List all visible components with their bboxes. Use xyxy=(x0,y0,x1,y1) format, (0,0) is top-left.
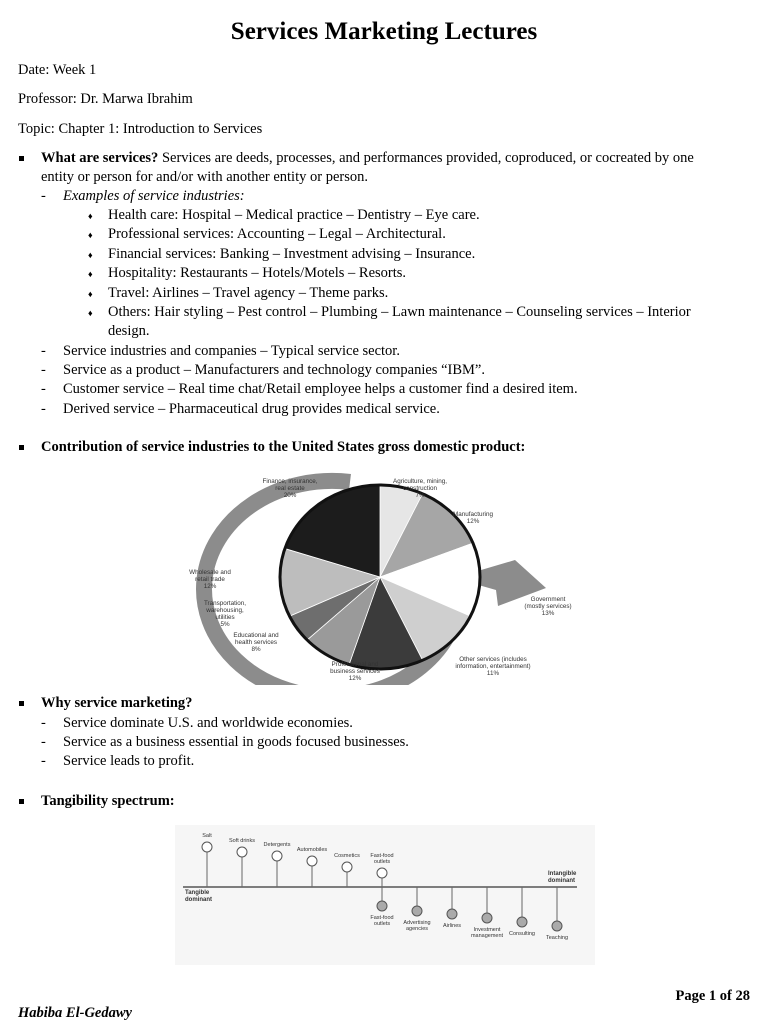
pie-slices xyxy=(280,485,480,669)
list-item: Service as a business essential in goods focused businesses. xyxy=(63,734,409,750)
intangible-end-label: Intangible dominant xyxy=(548,871,577,884)
pie-slice-label: Agriculture, mining, construction 7% xyxy=(393,478,447,499)
spectrum-item-label: Advertising agencies xyxy=(403,920,431,932)
spectrum-item-label: Automobiles xyxy=(296,847,328,853)
diamond-bullet-icon: ♦ xyxy=(88,289,93,299)
examples-label: Examples of service industries: xyxy=(63,188,245,204)
list-item: Professional services: Accounting – Legal – Architectural. xyxy=(108,226,446,242)
list-item: Others: Hair styling – Pest control – Plumbing – Lawn maintenance – Counseling services – Interior xyxy=(108,304,691,320)
dash-bullet-icon: - xyxy=(41,188,46,204)
services-definition xyxy=(41,150,694,167)
list-item: Financial services: Banking – Investment advising – Insurance. xyxy=(108,246,476,262)
square-bullet-icon xyxy=(19,799,24,804)
spectrum-item-label: Teaching xyxy=(545,935,569,941)
definition-text: Services are deeds, processes, and performances provided, coproduced, or cocreated by one xyxy=(158,150,694,166)
list-item: Hospitality: Restaurants – Hotels/Motels – Resorts. xyxy=(108,265,407,281)
spectrum-item-label: Airlines xyxy=(442,923,462,929)
page-number: Page 1 of 28 xyxy=(675,988,750,1004)
diamond-bullet-icon: ♦ xyxy=(88,250,93,260)
section-heading: What are services? xyxy=(41,150,159,166)
intangible-element-icon xyxy=(447,909,457,919)
tangible-element-icon xyxy=(342,862,352,872)
list-item-continued: design. xyxy=(108,323,150,339)
tangible-element-icon xyxy=(237,847,247,857)
section-heading: Contribution of service industries to the United States gross domestic product: xyxy=(41,439,526,455)
list-item: Derived service – Pharmaceutical drug provides medical service. xyxy=(63,401,440,417)
page-title: Services Marketing Lectures xyxy=(230,18,538,45)
square-bullet-icon xyxy=(19,701,24,706)
list-item: Service dominate U.S. and worldwide economies. xyxy=(63,715,353,731)
dash-bullet-icon: - xyxy=(41,753,46,769)
list-item: Service industries and companies – Typical service sector. xyxy=(63,343,400,359)
list-item: Travel: Airlines – Travel agency – Theme parks. xyxy=(108,285,389,301)
author-name: Habiba El-Gedawy xyxy=(18,1005,132,1021)
spectrum-item-label: Consulting xyxy=(509,931,535,937)
square-bullet-icon xyxy=(19,156,24,161)
dash-bullet-icon: - xyxy=(41,734,46,750)
intangible-element-icon xyxy=(377,901,387,911)
intangible-element-icon xyxy=(482,913,492,923)
pie-slice-label: Wholesale and retail trade 12% xyxy=(189,569,231,590)
intangible-element-icon xyxy=(517,917,527,927)
spectrum-item-label: Cosmetics xyxy=(334,853,360,859)
dash-bullet-icon: - xyxy=(41,715,46,731)
pie-slice-label: Finance, insurance, real estate 20% xyxy=(262,478,318,499)
gdp-pie-chart xyxy=(170,470,590,685)
spectrum-item-label: Soft drinks xyxy=(229,838,255,844)
spectrum-item-label: Salt xyxy=(202,833,212,839)
diamond-bullet-icon: ♦ xyxy=(88,211,93,221)
dash-bullet-icon: - xyxy=(41,401,46,417)
pie-slice-label: Government (mostly services) 13% xyxy=(524,596,572,617)
pie-slice-label: Transportation, warehousing, utilities 5% xyxy=(203,600,247,628)
list-item: Customer service – Real time chat/Retail employee helps a customer find a desired item. xyxy=(63,381,578,397)
pie-slice-label: Educational and health services 8% xyxy=(233,632,279,653)
list-item: Service as a product – Manufacturers and technology companies “IBM”. xyxy=(63,362,485,378)
spectrum-item-label: Fast-food outlets xyxy=(370,915,394,927)
section-heading: Tangibility spectrum: xyxy=(41,793,175,809)
topic-line: Topic: Chapter 1: Introduction to Services xyxy=(18,121,263,137)
dash-bullet-icon: - xyxy=(41,343,46,359)
definition-text-continued: entity or person for and/or with another entity or person. xyxy=(41,169,368,185)
dash-bullet-icon: - xyxy=(41,362,46,378)
pie-slice-label: Manufacturing 12% xyxy=(453,511,493,525)
tangible-element-icon xyxy=(307,856,317,866)
tangible-element-icon xyxy=(377,868,387,878)
professor-line: Professor: Dr. Marwa Ibrahim xyxy=(18,91,193,107)
diamond-bullet-icon: ♦ xyxy=(88,230,93,240)
diamond-bullet-icon: ♦ xyxy=(88,269,93,279)
spectrum-item-label: Detergents xyxy=(263,842,291,848)
pie-slice-label: Professional and business services 12% xyxy=(330,661,380,682)
list-item: Health care: Hospital – Medical practice – Dentistry – Eye care. xyxy=(108,207,480,223)
intangible-element-icon xyxy=(552,921,562,931)
tangible-element-icon xyxy=(272,851,282,861)
square-bullet-icon xyxy=(19,445,24,450)
spectrum-item-label: Fast-food outlets xyxy=(370,853,394,865)
pie-slice-label: Other services (includes information, entertainment) 11% xyxy=(455,656,531,677)
spectrum-item-label: Investment management xyxy=(470,927,504,939)
tangible-end-label: Tangible dominant xyxy=(185,890,212,903)
list-item: Service leads to profit. xyxy=(63,753,195,769)
diagram-background xyxy=(175,825,595,965)
tangibility-spectrum-diagram xyxy=(175,825,595,965)
section-heading: Why service marketing? xyxy=(41,695,193,711)
tangible-element-icon xyxy=(202,842,212,852)
date-line: Date: Week 1 xyxy=(18,62,97,78)
dash-bullet-icon: - xyxy=(41,381,46,397)
intangible-element-icon xyxy=(412,906,422,916)
diamond-bullet-icon: ♦ xyxy=(88,308,93,318)
